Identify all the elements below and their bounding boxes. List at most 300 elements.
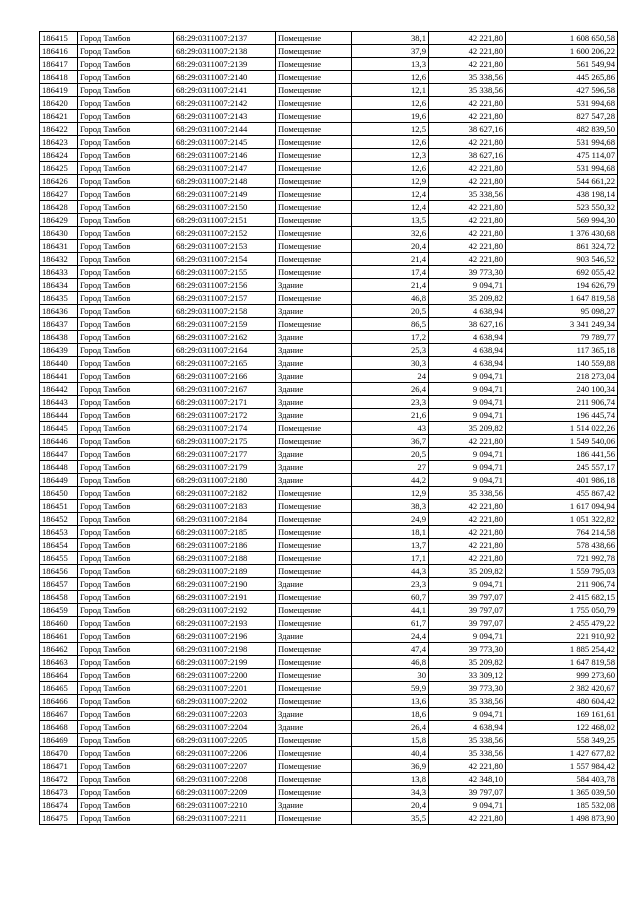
cadastral-number-cell: 68:29:0311007:2137 — [174, 32, 276, 45]
table-row — [40, 201, 618, 214]
area-cell: 17,1 — [352, 552, 429, 565]
unit-value-cell: 42 221,80 — [429, 500, 506, 513]
unit-value-cell: 9 094,71 — [429, 799, 506, 812]
city-cell: Город Тамбов — [78, 214, 174, 227]
row-number-cell: 186444 — [40, 409, 78, 422]
city-cell: Город Тамбов — [78, 552, 174, 565]
area-cell: 20,5 — [352, 448, 429, 461]
cadastral-value-cell: 1 557 984,42 — [506, 760, 618, 773]
unit-value-cell: 42 221,80 — [429, 526, 506, 539]
object-type-cell: Помещение — [276, 513, 352, 526]
table-row — [40, 240, 618, 253]
row-number-cell: 186440 — [40, 357, 78, 370]
object-type-cell: Помещение — [276, 422, 352, 435]
cadastral-number-cell: 68:29:0311007:2152 — [174, 227, 276, 240]
table-row — [40, 110, 618, 123]
city-cell: Город Тамбов — [78, 240, 174, 253]
table-row — [40, 526, 618, 539]
city-cell: Город Тамбов — [78, 292, 174, 305]
unit-value-cell: 35 209,82 — [429, 656, 506, 669]
object-type-cell: Здание — [276, 357, 352, 370]
area-cell: 15,8 — [352, 734, 429, 747]
city-cell: Город Тамбов — [78, 721, 174, 734]
city-cell: Город Тамбов — [78, 110, 174, 123]
city-cell: Город Тамбов — [78, 253, 174, 266]
table-row — [40, 97, 618, 110]
object-type-cell: Помещение — [276, 240, 352, 253]
table-row — [40, 695, 618, 708]
area-cell: 61,7 — [352, 617, 429, 630]
cadastral-number-cell: 68:29:0311007:2148 — [174, 175, 276, 188]
table-row — [40, 747, 618, 760]
unit-value-cell: 42 221,80 — [429, 253, 506, 266]
cadastral-number-cell: 68:29:0311007:2155 — [174, 266, 276, 279]
city-cell: Город Тамбов — [78, 461, 174, 474]
table-row — [40, 799, 618, 812]
row-number-cell: 186436 — [40, 305, 78, 318]
unit-value-cell: 35 338,56 — [429, 188, 506, 201]
cadastral-value-cell: 721 992,78 — [506, 552, 618, 565]
area-cell: 12,6 — [352, 97, 429, 110]
unit-value-cell: 9 094,71 — [429, 578, 506, 591]
row-number-cell: 186431 — [40, 240, 78, 253]
unit-value-cell: 42 221,80 — [429, 162, 506, 175]
row-number-cell: 186454 — [40, 539, 78, 552]
area-cell: 36,7 — [352, 435, 429, 448]
area-cell: 43 — [352, 422, 429, 435]
city-cell: Город Тамбов — [78, 123, 174, 136]
area-cell: 26,4 — [352, 383, 429, 396]
table-row — [40, 214, 618, 227]
city-cell: Город Тамбов — [78, 422, 174, 435]
unit-value-cell: 42 221,80 — [429, 136, 506, 149]
cadastral-number-cell: 68:29:0311007:2144 — [174, 123, 276, 136]
object-type-cell: Помещение — [276, 656, 352, 669]
cadastral-number-cell: 68:29:0311007:2203 — [174, 708, 276, 721]
city-cell: Город Тамбов — [78, 331, 174, 344]
object-type-cell: Помещение — [276, 97, 352, 110]
row-number-cell: 186421 — [40, 110, 78, 123]
area-cell: 24 — [352, 370, 429, 383]
row-number-cell: 186416 — [40, 45, 78, 58]
city-cell: Город Тамбов — [78, 500, 174, 513]
cadastral-number-cell: 68:29:0311007:2192 — [174, 604, 276, 617]
table-row — [40, 669, 618, 682]
area-cell: 30,3 — [352, 357, 429, 370]
cadastral-number-cell: 68:29:0311007:2188 — [174, 552, 276, 565]
cadastral-value-cell: 523 550,32 — [506, 201, 618, 214]
row-number-cell: 186456 — [40, 565, 78, 578]
unit-value-cell: 9 094,71 — [429, 448, 506, 461]
city-cell: Город Тамбов — [78, 357, 174, 370]
area-cell: 44,1 — [352, 604, 429, 617]
city-cell: Город Тамбов — [78, 136, 174, 149]
cadastral-value-cell: 122 468,02 — [506, 721, 618, 734]
unit-value-cell: 42 221,80 — [429, 110, 506, 123]
cadastral-number-cell: 68:29:0311007:2149 — [174, 188, 276, 201]
cadastral-value-cell: 95 098,27 — [506, 305, 618, 318]
cadastral-number-cell: 68:29:0311007:2167 — [174, 383, 276, 396]
city-cell: Город Тамбов — [78, 630, 174, 643]
cadastral-value-cell: 1 549 540,06 — [506, 435, 618, 448]
city-cell: Город Тамбов — [78, 617, 174, 630]
row-number-cell: 186450 — [40, 487, 78, 500]
table-row — [40, 370, 618, 383]
area-cell: 12,4 — [352, 188, 429, 201]
object-type-cell: Здание — [276, 305, 352, 318]
cadastral-number-cell: 68:29:0311007:2186 — [174, 539, 276, 552]
row-number-cell: 186426 — [40, 175, 78, 188]
object-type-cell: Помещение — [276, 214, 352, 227]
row-number-cell: 186428 — [40, 201, 78, 214]
object-type-cell: Помещение — [276, 71, 352, 84]
row-number-cell: 186432 — [40, 253, 78, 266]
cadastral-number-cell: 68:29:0311007:2204 — [174, 721, 276, 734]
area-cell: 13,8 — [352, 773, 429, 786]
table-row — [40, 136, 618, 149]
city-cell: Город Тамбов — [78, 149, 174, 162]
object-type-cell: Здание — [276, 721, 352, 734]
cadastral-value-cell: 531 994,68 — [506, 162, 618, 175]
area-cell: 21,6 — [352, 409, 429, 422]
cadastral-value-cell: 240 100,34 — [506, 383, 618, 396]
city-cell: Город Тамбов — [78, 487, 174, 500]
cadastral-number-cell: 68:29:0311007:2175 — [174, 435, 276, 448]
city-cell: Город Тамбов — [78, 227, 174, 240]
unit-value-cell: 35 338,56 — [429, 71, 506, 84]
object-type-cell: Помещение — [276, 539, 352, 552]
unit-value-cell: 35 338,56 — [429, 84, 506, 97]
cadastral-value-cell: 1 608 650,58 — [506, 32, 618, 45]
cadastral-value-cell: 531 994,68 — [506, 97, 618, 110]
area-cell: 12,5 — [352, 123, 429, 136]
cadastral-number-cell: 68:29:0311007:2191 — [174, 591, 276, 604]
cadastral-value-cell: 544 661,22 — [506, 175, 618, 188]
unit-value-cell: 35 209,82 — [429, 422, 506, 435]
row-number-cell: 186441 — [40, 370, 78, 383]
cadastral-number-cell: 68:29:0311007:2156 — [174, 279, 276, 292]
row-number-cell: 186435 — [40, 292, 78, 305]
cadastral-number-cell: 68:29:0311007:2150 — [174, 201, 276, 214]
cadastral-value-cell: 117 365,18 — [506, 344, 618, 357]
unit-value-cell: 35 338,56 — [429, 487, 506, 500]
table-row — [40, 266, 618, 279]
row-number-cell: 186424 — [40, 149, 78, 162]
table-row — [40, 487, 618, 500]
cadastral-value-cell: 692 055,42 — [506, 266, 618, 279]
cadastral-number-cell: 68:29:0311007:2172 — [174, 409, 276, 422]
unit-value-cell: 9 094,71 — [429, 279, 506, 292]
object-type-cell: Здание — [276, 370, 352, 383]
unit-value-cell: 42 348,10 — [429, 773, 506, 786]
cadastral-value-cell: 1 365 039,50 — [506, 786, 618, 799]
row-number-cell: 186472 — [40, 773, 78, 786]
row-number-cell: 186430 — [40, 227, 78, 240]
row-number-cell: 186434 — [40, 279, 78, 292]
object-type-cell: Помещение — [276, 188, 352, 201]
unit-value-cell: 42 221,80 — [429, 812, 506, 825]
cadastral-value-cell: 1 376 430,68 — [506, 227, 618, 240]
cadastral-number-cell: 68:29:0311007:2180 — [174, 474, 276, 487]
unit-value-cell: 39 797,07 — [429, 591, 506, 604]
unit-value-cell: 4 638,94 — [429, 305, 506, 318]
table-row — [40, 318, 618, 331]
area-cell: 12,3 — [352, 149, 429, 162]
cadastral-value-cell: 482 839,50 — [506, 123, 618, 136]
object-type-cell: Помещение — [276, 773, 352, 786]
table-row — [40, 123, 618, 136]
object-type-cell: Помещение — [276, 786, 352, 799]
cadastral-value-cell: 196 445,74 — [506, 409, 618, 422]
city-cell: Город Тамбов — [78, 448, 174, 461]
city-cell: Город Тамбов — [78, 32, 174, 45]
area-cell: 32,6 — [352, 227, 429, 240]
cadastral-number-cell: 68:29:0311007:2201 — [174, 682, 276, 695]
row-number-cell: 186442 — [40, 383, 78, 396]
area-cell: 46,8 — [352, 656, 429, 669]
table-row — [40, 435, 618, 448]
area-cell: 44,2 — [352, 474, 429, 487]
cadastral-value-cell: 558 349,25 — [506, 734, 618, 747]
table-row — [40, 539, 618, 552]
unit-value-cell: 42 221,80 — [429, 58, 506, 71]
row-number-cell: 186446 — [40, 435, 78, 448]
city-cell: Город Тамбов — [78, 474, 174, 487]
cadastral-number-cell: 68:29:0311007:2154 — [174, 253, 276, 266]
table-row — [40, 682, 618, 695]
table-row — [40, 591, 618, 604]
table-row — [40, 773, 618, 786]
cadastral-value-cell: 561 549,94 — [506, 58, 618, 71]
cadastral-value-cell: 211 906,74 — [506, 396, 618, 409]
unit-value-cell: 42 221,80 — [429, 175, 506, 188]
row-number-cell: 186437 — [40, 318, 78, 331]
city-cell: Город Тамбов — [78, 162, 174, 175]
cadastral-value-cell: 455 867,42 — [506, 487, 618, 500]
row-number-cell: 186439 — [40, 344, 78, 357]
area-cell: 13,7 — [352, 539, 429, 552]
table-row — [40, 461, 618, 474]
cadastral-value-cell: 194 626,79 — [506, 279, 618, 292]
cadastral-value-table — [39, 31, 618, 825]
cadastral-value-cell: 1 559 795,03 — [506, 565, 618, 578]
cadastral-number-cell: 68:29:0311007:2143 — [174, 110, 276, 123]
unit-value-cell: 9 094,71 — [429, 396, 506, 409]
row-number-cell: 186422 — [40, 123, 78, 136]
city-cell: Город Тамбов — [78, 604, 174, 617]
row-number-cell: 186427 — [40, 188, 78, 201]
unit-value-cell: 35 209,82 — [429, 292, 506, 305]
city-cell: Город Тамбов — [78, 396, 174, 409]
row-number-cell: 186466 — [40, 695, 78, 708]
cadastral-value-cell: 79 789,77 — [506, 331, 618, 344]
unit-value-cell: 35 338,56 — [429, 747, 506, 760]
row-number-cell: 186417 — [40, 58, 78, 71]
table-row — [40, 84, 618, 97]
table-row — [40, 396, 618, 409]
area-cell: 19,6 — [352, 110, 429, 123]
cadastral-number-cell: 68:29:0311007:2174 — [174, 422, 276, 435]
object-type-cell: Помещение — [276, 591, 352, 604]
city-cell: Город Тамбов — [78, 708, 174, 721]
object-type-cell: Помещение — [276, 110, 352, 123]
city-cell: Город Тамбов — [78, 201, 174, 214]
object-type-cell: Помещение — [276, 487, 352, 500]
row-number-cell: 186451 — [40, 500, 78, 513]
table-row — [40, 58, 618, 71]
area-cell: 18,6 — [352, 708, 429, 721]
cadastral-value-cell: 1 617 094,94 — [506, 500, 618, 513]
object-type-cell: Помещение — [276, 552, 352, 565]
cadastral-value-cell: 1 514 022,26 — [506, 422, 618, 435]
object-type-cell: Помещение — [276, 318, 352, 331]
object-type-cell: Помещение — [276, 812, 352, 825]
city-cell: Город Тамбов — [78, 591, 174, 604]
cadastral-value-cell: 185 532,08 — [506, 799, 618, 812]
object-type-cell: Помещение — [276, 643, 352, 656]
area-cell: 21,4 — [352, 253, 429, 266]
city-cell: Город Тамбов — [78, 383, 174, 396]
object-type-cell: Помещение — [276, 734, 352, 747]
cadastral-value-cell: 438 198,14 — [506, 188, 618, 201]
row-number-cell: 186433 — [40, 266, 78, 279]
area-cell: 21,4 — [352, 279, 429, 292]
area-cell: 12,9 — [352, 175, 429, 188]
area-cell: 24,4 — [352, 630, 429, 643]
object-type-cell: Здание — [276, 396, 352, 409]
unit-value-cell: 35 338,56 — [429, 695, 506, 708]
area-cell: 12,1 — [352, 84, 429, 97]
city-cell: Город Тамбов — [78, 656, 174, 669]
cadastral-value-cell: 2 382 420,67 — [506, 682, 618, 695]
unit-value-cell: 39 797,07 — [429, 786, 506, 799]
object-type-cell: Помещение — [276, 136, 352, 149]
row-number-cell: 186462 — [40, 643, 78, 656]
area-cell: 20,4 — [352, 240, 429, 253]
area-cell: 34,3 — [352, 786, 429, 799]
unit-value-cell: 42 221,80 — [429, 539, 506, 552]
cadastral-number-cell: 68:29:0311007:2209 — [174, 786, 276, 799]
area-cell: 18,1 — [352, 526, 429, 539]
table-row — [40, 383, 618, 396]
city-cell: Город Тамбов — [78, 513, 174, 526]
unit-value-cell: 9 094,71 — [429, 630, 506, 643]
cadastral-number-cell: 68:29:0311007:2189 — [174, 565, 276, 578]
city-cell: Город Тамбов — [78, 71, 174, 84]
city-cell: Город Тамбов — [78, 773, 174, 786]
city-cell: Город Тамбов — [78, 84, 174, 97]
cadastral-value-cell: 1 600 206,22 — [506, 45, 618, 58]
cadastral-number-cell: 68:29:0311007:2158 — [174, 305, 276, 318]
cadastral-value-cell: 2 455 479,22 — [506, 617, 618, 630]
cadastral-number-cell: 68:29:0311007:2190 — [174, 578, 276, 591]
row-number-cell: 186449 — [40, 474, 78, 487]
object-type-cell: Здание — [276, 630, 352, 643]
unit-value-cell: 42 221,80 — [429, 214, 506, 227]
row-number-cell: 186438 — [40, 331, 78, 344]
unit-value-cell: 42 221,80 — [429, 513, 506, 526]
city-cell: Город Тамбов — [78, 695, 174, 708]
cadastral-number-cell: 68:29:0311007:2202 — [174, 695, 276, 708]
table-row — [40, 344, 618, 357]
city-cell: Город Тамбов — [78, 578, 174, 591]
table-row — [40, 305, 618, 318]
cadastral-value-cell: 427 596,58 — [506, 84, 618, 97]
city-cell: Город Тамбов — [78, 760, 174, 773]
area-cell: 13,5 — [352, 214, 429, 227]
row-number-cell: 186461 — [40, 630, 78, 643]
row-number-cell: 186445 — [40, 422, 78, 435]
table-row — [40, 188, 618, 201]
unit-value-cell: 39 797,07 — [429, 617, 506, 630]
table-row — [40, 227, 618, 240]
unit-value-cell: 4 638,94 — [429, 357, 506, 370]
table-row — [40, 175, 618, 188]
city-cell: Город Тамбов — [78, 786, 174, 799]
area-cell: 23,3 — [352, 396, 429, 409]
object-type-cell: Здание — [276, 708, 352, 721]
cadastral-number-cell: 68:29:0311007:2205 — [174, 734, 276, 747]
area-cell: 17,2 — [352, 331, 429, 344]
city-cell: Город Тамбов — [78, 58, 174, 71]
area-cell: 60,7 — [352, 591, 429, 604]
area-cell: 38,1 — [352, 32, 429, 45]
table-row — [40, 500, 618, 513]
cadastral-number-cell: 68:29:0311007:2138 — [174, 45, 276, 58]
row-number-cell: 186465 — [40, 682, 78, 695]
cadastral-number-cell: 68:29:0311007:2147 — [174, 162, 276, 175]
area-cell: 36,9 — [352, 760, 429, 773]
table-row — [40, 552, 618, 565]
table-row — [40, 643, 618, 656]
row-number-cell: 186473 — [40, 786, 78, 799]
city-cell: Город Тамбов — [78, 643, 174, 656]
cadastral-value-cell: 569 994,30 — [506, 214, 618, 227]
city-cell: Город Тамбов — [78, 279, 174, 292]
object-type-cell: Помещение — [276, 760, 352, 773]
cadastral-number-cell: 68:29:0311007:2179 — [174, 461, 276, 474]
area-cell: 24,9 — [352, 513, 429, 526]
table-row — [40, 786, 618, 799]
row-number-cell: 186418 — [40, 71, 78, 84]
unit-value-cell: 4 638,94 — [429, 344, 506, 357]
cadastral-value-cell: 578 438,66 — [506, 539, 618, 552]
area-cell: 30 — [352, 669, 429, 682]
table-row — [40, 604, 618, 617]
object-type-cell: Помещение — [276, 266, 352, 279]
cadastral-number-cell: 68:29:0311007:2139 — [174, 58, 276, 71]
area-cell: 20,4 — [352, 799, 429, 812]
city-cell: Город Тамбов — [78, 370, 174, 383]
table-row — [40, 149, 618, 162]
area-cell: 86,5 — [352, 318, 429, 331]
cadastral-value-cell: 1 885 254,42 — [506, 643, 618, 656]
cadastral-number-cell: 68:29:0311007:2206 — [174, 747, 276, 760]
object-type-cell: Помещение — [276, 617, 352, 630]
row-number-cell: 186458 — [40, 591, 78, 604]
unit-value-cell: 42 221,80 — [429, 97, 506, 110]
unit-value-cell: 42 221,80 — [429, 760, 506, 773]
cadastral-value-cell: 169 161,61 — [506, 708, 618, 721]
cadastral-value-cell: 1 051 322,82 — [506, 513, 618, 526]
unit-value-cell: 9 094,71 — [429, 383, 506, 396]
table-row — [40, 760, 618, 773]
object-type-cell: Помещение — [276, 45, 352, 58]
object-type-cell: Здание — [276, 383, 352, 396]
row-number-cell: 186452 — [40, 513, 78, 526]
table-row — [40, 630, 618, 643]
area-cell: 40,4 — [352, 747, 429, 760]
